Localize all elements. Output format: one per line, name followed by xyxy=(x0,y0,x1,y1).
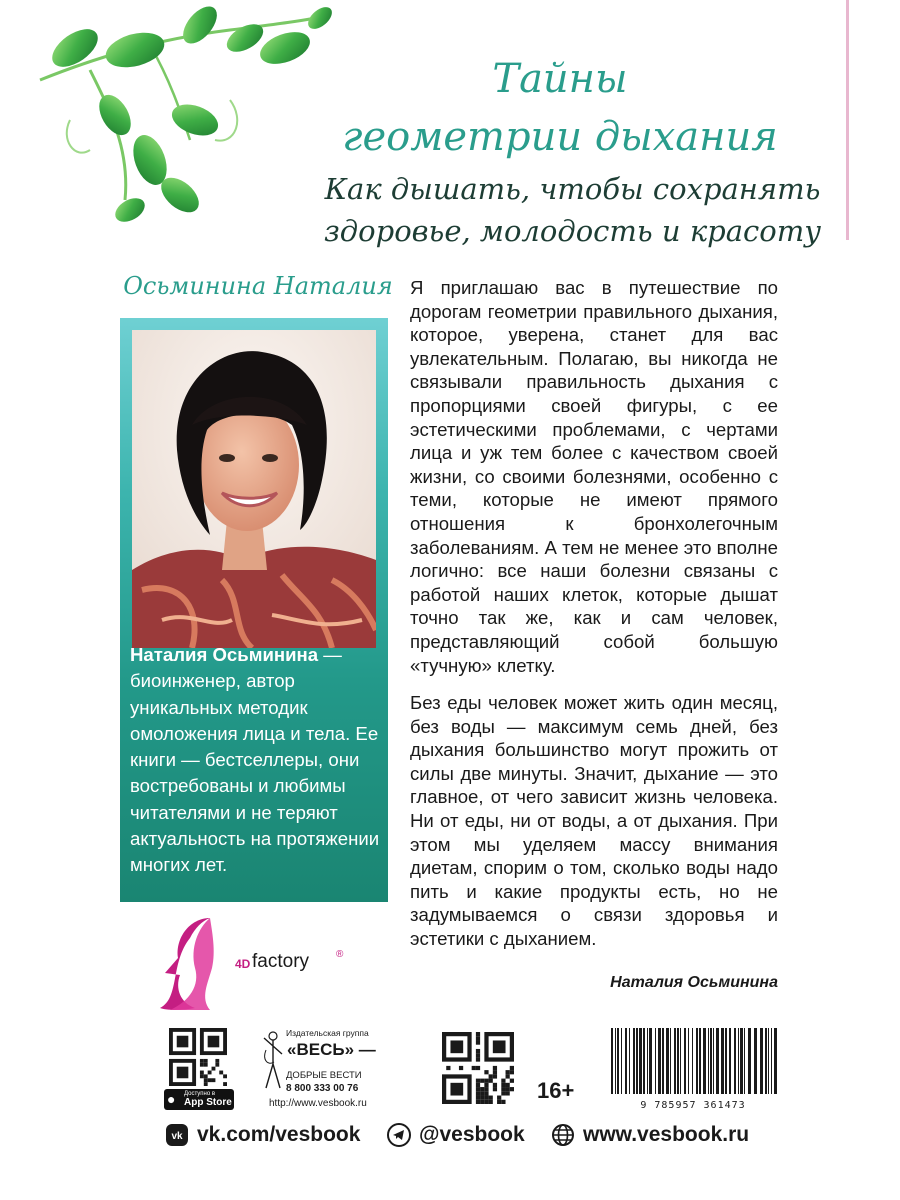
publisher-phone: 8 800 333 00 76 xyxy=(286,1083,359,1094)
publisher-figure-icon xyxy=(262,1030,284,1092)
globe-icon xyxy=(551,1123,575,1147)
factory-logo xyxy=(150,913,360,1013)
author-bio xyxy=(130,642,382,879)
bio-text: — биоинженер, автор уникальных методик омоложения лица и тела. Ее книги — бестселлеры, они востребованы и любимы читателями и не теряют актуальность на протяжении многих лет. xyxy=(130,644,380,876)
factory-logo-mark: 4D xyxy=(235,957,251,971)
social-vk-label: vk.com/vesbook xyxy=(197,1123,361,1146)
social-telegram[interactable] xyxy=(387,1120,525,1150)
book-title xyxy=(270,50,850,166)
bio-name: Наталия Осьминина xyxy=(130,644,319,665)
svg-text:vk: vk xyxy=(171,1131,183,1142)
text-paragraph-1: Я приглашаю вас в путешествие по дорогам геометрии правильного дыхания, которое, уверена, станет для вас увлекательным. Полагаю, вы никогда не связывали правильность дыхания с пропорциями своей фигуры, с ее эстетическими проблемами, с чертами лица и уж тем более с качеством своей жизни, со своими болезнями, особенно с теми, которые не имеют прямого отношения к бронхолегочным заболеваниям. А тем не менее это вполне логично: все наши болезни связаны с работой наших клеток, которые дышат точно так же, как и сам человек, представляющий собой большую «тучную» клетку. xyxy=(410,277,778,676)
book-subtitle-line2: здоровье, молодость и красоту xyxy=(323,214,822,248)
social-vk[interactable] xyxy=(165,1120,360,1150)
book-subtitle-line1: Как дышать, чтобы сохранять xyxy=(324,172,821,206)
publisher-slogan: ДОБРЫЕ ВЕСТИ xyxy=(286,1070,362,1081)
author-name: Осьминина Наталия xyxy=(123,272,393,300)
social-telegram-label: @vesbook xyxy=(419,1123,525,1146)
factory-logo-label: factory xyxy=(252,951,310,972)
book-subtitle xyxy=(300,168,845,252)
vk-icon xyxy=(165,1123,189,1147)
apple-icon: ● xyxy=(167,1091,176,1107)
text-signature: Наталия Осьминина xyxy=(610,974,778,991)
publisher-name: «ВЕСЬ» — xyxy=(287,1040,376,1059)
app-store-line2: App Store xyxy=(184,1097,232,1108)
author-photo xyxy=(132,330,376,648)
qr-code-app xyxy=(168,1028,228,1086)
qr-code-site xyxy=(442,1032,514,1104)
back-cover-text xyxy=(410,276,778,965)
text-paragraph-2: Без еды человек может жить один месяц, без воды — максимум семь дней, без дыхания большинство могут прожить от силы две минуты. Значит, дыхание — это главное, от чего зависит жизнь человека. Ни от еды, ни от воды, а от дыхания. При этом мы уделяем массу внимания диетам, спорим о том, сколько воды надо пить и какие продукты есть, но не задумываемся о связи здоровья и эстетики с дыханием. xyxy=(410,692,778,950)
app-store-line1: Доступно в xyxy=(184,1091,216,1097)
social-web-label: www.vesbook.ru xyxy=(583,1123,750,1146)
telegram-icon xyxy=(387,1123,411,1147)
social-web[interactable] xyxy=(551,1120,749,1150)
age-rating: 16+ xyxy=(537,1078,575,1103)
publisher-url[interactable]: http://www.vesbook.ru xyxy=(269,1098,367,1109)
author-panel xyxy=(120,318,388,902)
isbn-barcode xyxy=(603,1028,783,1114)
book-title-line2: геометрии дыхания xyxy=(342,114,778,160)
book-title-line1: Тайны xyxy=(492,56,628,102)
isbn-digits: 9 785957 361473 xyxy=(640,1100,746,1111)
factory-logo-reg: ® xyxy=(336,949,344,960)
app-store-badge[interactable] xyxy=(164,1089,234,1110)
publisher-block xyxy=(262,1028,412,1113)
publisher-group: Издательская группа xyxy=(286,1028,369,1038)
